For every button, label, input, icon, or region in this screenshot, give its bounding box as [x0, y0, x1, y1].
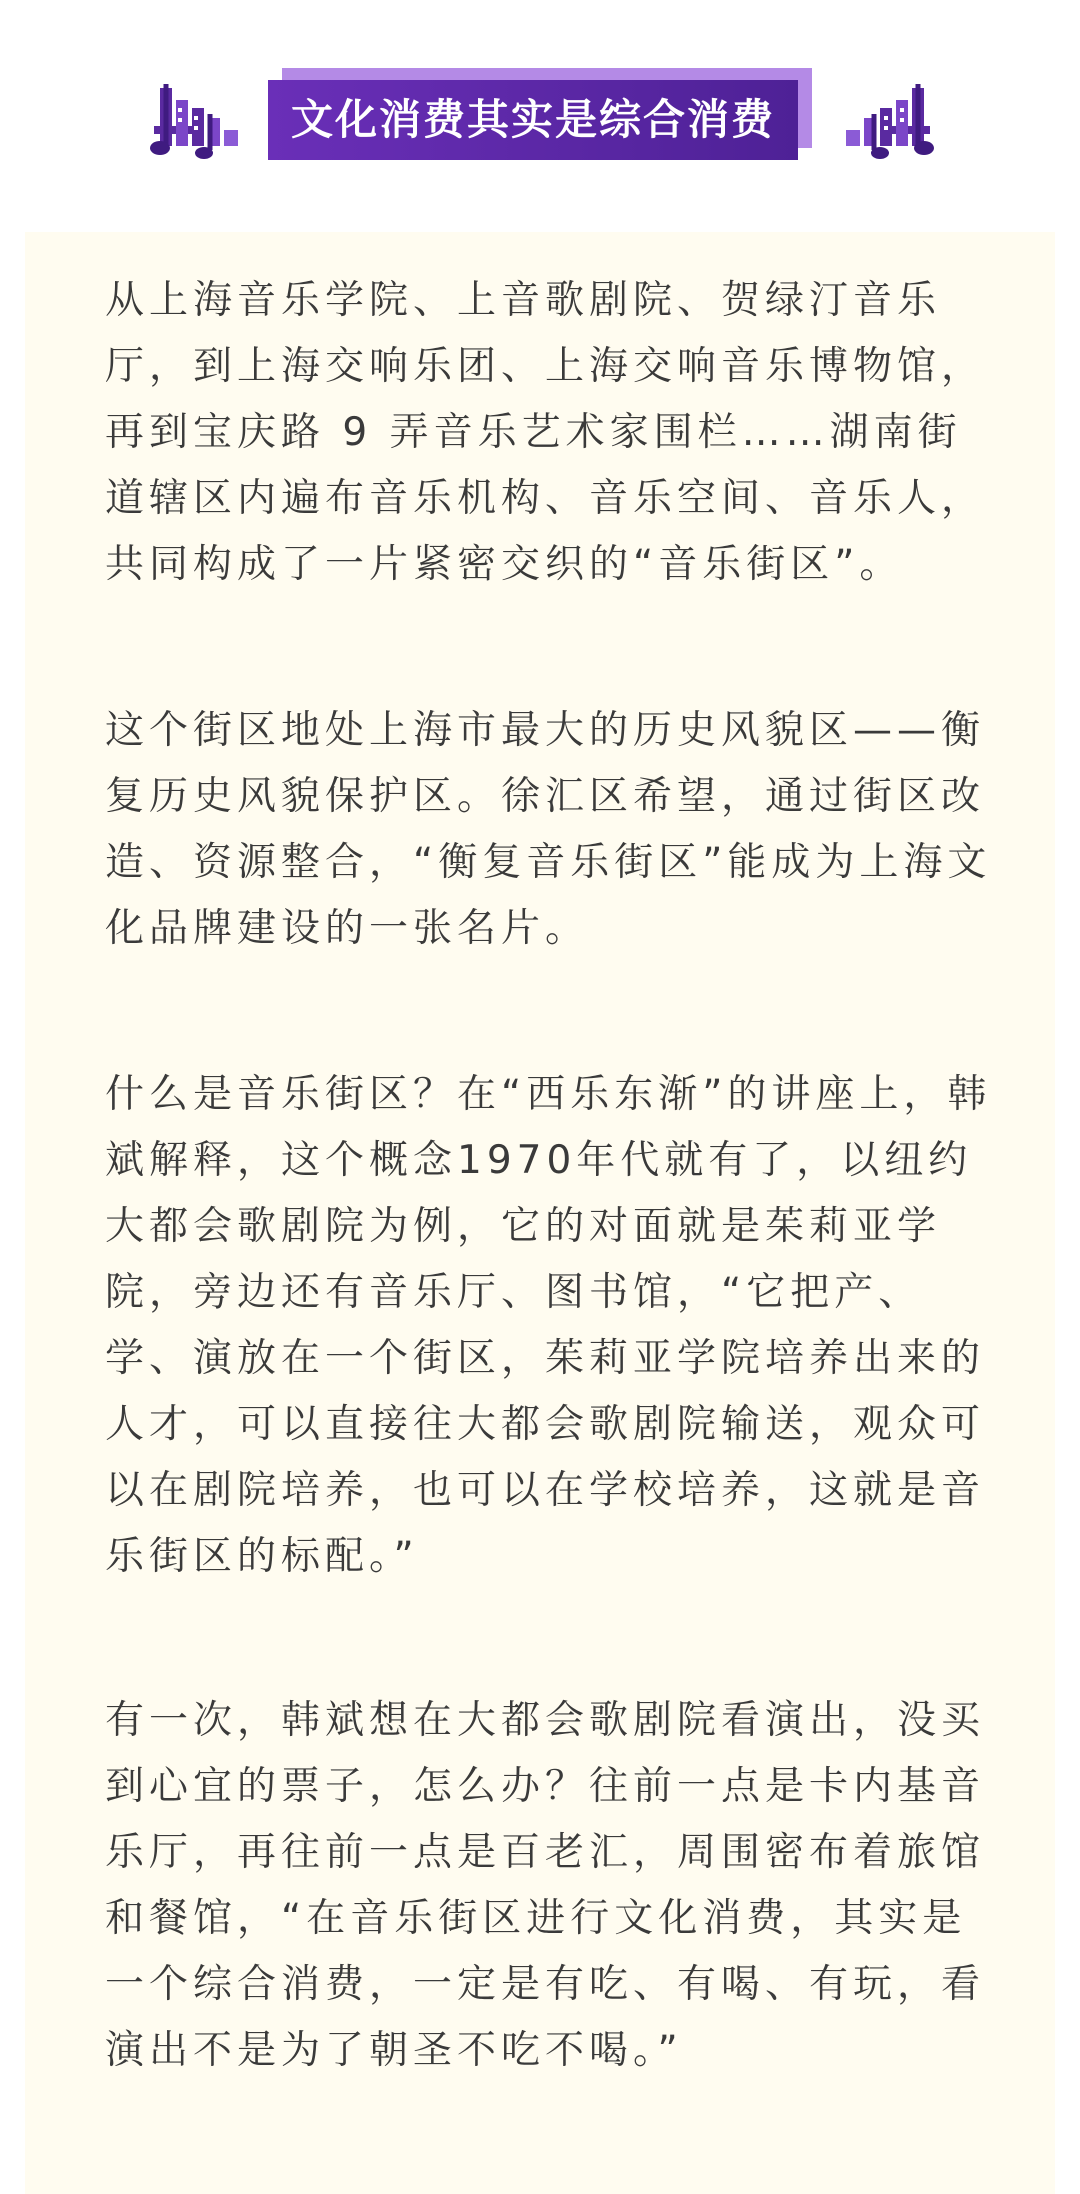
text-line: 和餐馆，“在音乐街区进行文化消费，其实是 [105, 1896, 967, 1941]
text-line: 化品牌建设的一张名片。 [105, 906, 590, 951]
text-line: 再到宝庆路 9 弄音乐艺术家围栏……湖南街 [105, 410, 962, 455]
text-line: 斌解释，这个概念1970年代就有了，以纽约 [105, 1138, 973, 1183]
text-line: 从上海音乐学院、上音歌剧院、贺绿汀音乐 [105, 278, 942, 323]
paragraph [105, 1062, 1025, 1590]
text-line: 演出不是为了朝圣不吃不喝。” [105, 2028, 683, 2073]
text-line: 学、演放在一个街区，茱莉亚学院培养出来的 [105, 1336, 986, 1381]
section-title: 文化消费其实是综合消费 [268, 80, 798, 160]
text-line: 一个综合消费，一定是有吃、有喝、有玩，看 [105, 1962, 986, 2007]
text-line: 复历史风貌保护区。徐汇区希望，通过街区改 [105, 774, 986, 819]
text-line: 共同构成了一片紧密交织的“音乐街区”。 [105, 542, 904, 587]
text-line: 到心宜的票子，怎么办？往前一点是卡内基音 [105, 1764, 986, 1809]
text-line: 人才，可以直接往大都会歌剧院输送，观众可 [105, 1402, 986, 1447]
text-line: 道辖区内遍布音乐机构、音乐空间、音乐人， [105, 476, 986, 521]
paragraph [105, 698, 1025, 962]
article-body [25, 232, 1055, 2194]
text-line: 有一次，韩斌想在大都会歌剧院看演出，没买 [105, 1698, 986, 1743]
text-line: 大都会歌剧院为例，它的对面就是茱莉亚学 [105, 1204, 942, 1249]
music-note-building-icon [150, 78, 246, 164]
paragraph [105, 1688, 1025, 2084]
text-line: 以在剧院培养，也可以在学校培养，这就是音 [105, 1468, 986, 1513]
text-line: 造、资源整合，“衡复音乐街区”能成为上海文 [105, 840, 992, 885]
text-line: 乐厅，再往前一点是百老汇，周围密布着旅馆 [105, 1830, 986, 1875]
text-line: 乐街区的标配。” [105, 1534, 419, 1579]
text-line: 厅，到上海交响乐团、上海交响音乐博物馆， [105, 344, 986, 389]
text-line: 这个街区地处上海市最大的历史风貌区——衡 [105, 708, 986, 753]
title-banner [268, 68, 812, 160]
text-line: 院，旁边还有音乐厅、图书馆，“它把产、 [105, 1270, 923, 1315]
section-header [0, 0, 1080, 230]
paragraph [105, 268, 1025, 598]
music-note-building-icon [838, 78, 934, 164]
text-line: 什么是音乐街区？在“西乐东渐”的讲座上，韩 [105, 1072, 992, 1117]
